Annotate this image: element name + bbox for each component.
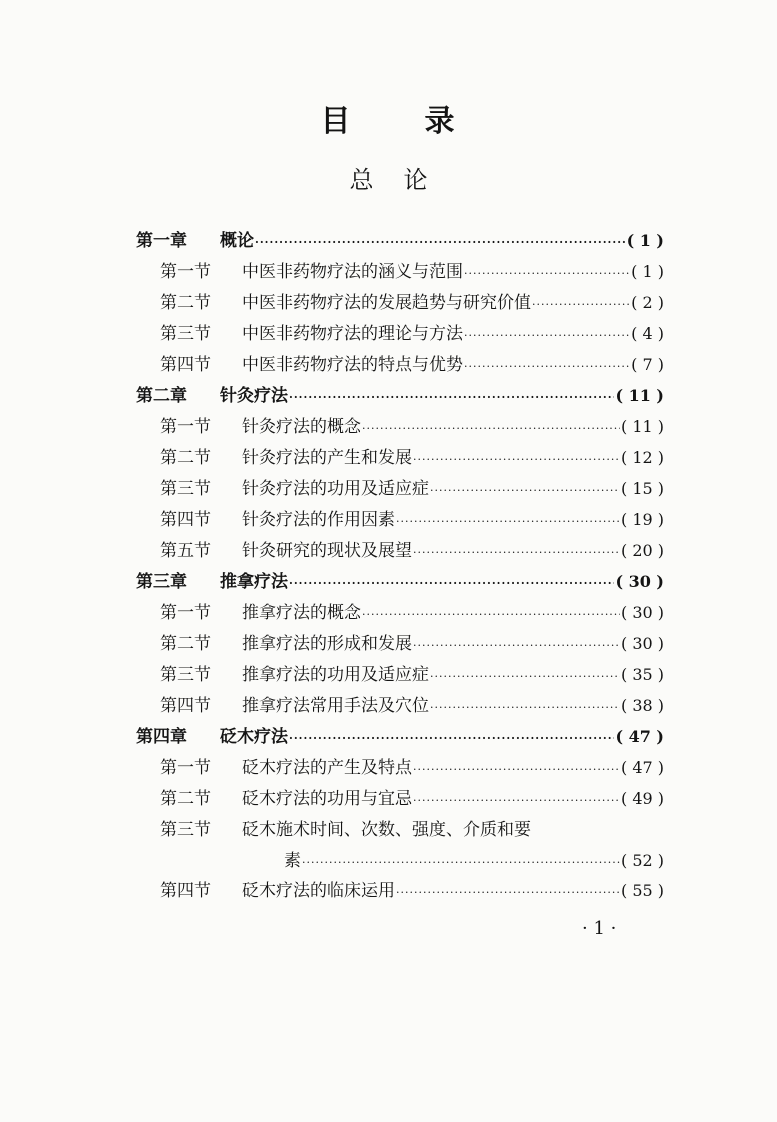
toc-number: 第四节 bbox=[160, 355, 211, 375]
toc-page-number: ( 38 ) bbox=[620, 696, 664, 715]
toc-section-row bbox=[136, 753, 664, 784]
toc-title: 砭木疗法的产生及特点 bbox=[242, 758, 412, 778]
toc-title: 素 bbox=[284, 851, 301, 871]
toc-section-row bbox=[136, 660, 664, 691]
toc-title: 针灸疗法的功用及适应症 bbox=[242, 479, 429, 499]
toc-leader-dots bbox=[289, 733, 614, 744]
toc-number: 第一节 bbox=[160, 603, 211, 623]
toc-title: 推拿疗法的形成和发展 bbox=[242, 634, 412, 654]
toc-page-number: ( 55 ) bbox=[620, 881, 664, 900]
toc-section-row bbox=[136, 505, 664, 536]
toc-number: 第四节 bbox=[160, 510, 211, 530]
subtitle-char-1: 总 bbox=[349, 166, 374, 194]
toc-section-row bbox=[136, 876, 664, 907]
toc-page-number: ( 1 ) bbox=[631, 262, 664, 281]
toc-title: 推拿疗法的功用及适应症 bbox=[242, 665, 429, 685]
toc-title: 中医非药物疗法的涵义与范围 bbox=[242, 262, 463, 282]
toc-page-number: ( 7 ) bbox=[631, 355, 664, 374]
toc-page-number: ( 30 ) bbox=[620, 634, 664, 653]
toc-number: 第三节 bbox=[160, 665, 211, 685]
toc-leader-dots bbox=[302, 857, 620, 868]
toc-number: 第一节 bbox=[160, 262, 211, 282]
toc-leader-dots bbox=[413, 454, 620, 465]
toc-number: 第二节 bbox=[160, 293, 211, 313]
toc-number: 第五节 bbox=[160, 541, 211, 561]
toc-section-row bbox=[136, 815, 664, 846]
toc-section-row bbox=[136, 350, 664, 381]
toc-title: 中医非药物疗法的理论与方法 bbox=[242, 324, 463, 344]
toc-leader-dots bbox=[430, 702, 620, 713]
toc-page-number: ( 15 ) bbox=[620, 479, 664, 498]
toc-page-number: ( 30 ) bbox=[615, 572, 664, 591]
title-char-1: 目 bbox=[320, 104, 353, 139]
toc-page-number: ( 11 ) bbox=[620, 417, 664, 436]
section-heading bbox=[0, 160, 777, 195]
toc-title: 推拿疗法 bbox=[220, 572, 288, 592]
toc-page-number: ( 47 ) bbox=[620, 758, 664, 777]
toc-page-number: ( 12 ) bbox=[620, 448, 664, 467]
toc-title: 针灸疗法的产生和发展 bbox=[242, 448, 412, 468]
toc-number: 第四节 bbox=[160, 881, 211, 901]
toc-leader-dots bbox=[464, 361, 630, 372]
toc-leader-dots bbox=[255, 237, 626, 248]
toc-title: 中医非药物疗法的发展趋势与研究价值 bbox=[242, 293, 531, 313]
toc-leader-dots bbox=[362, 423, 620, 434]
toc-section-row bbox=[136, 443, 664, 474]
toc-page-number: ( 49 ) bbox=[620, 789, 664, 808]
page-number: · 1 · bbox=[582, 918, 617, 939]
toc-page-number: ( 47 ) bbox=[615, 727, 664, 746]
toc-leader-dots bbox=[430, 671, 620, 682]
toc-leader-dots bbox=[464, 268, 630, 279]
toc-number: 第一节 bbox=[160, 417, 211, 437]
toc-page-number: ( 19 ) bbox=[620, 510, 664, 529]
toc-section-row bbox=[136, 319, 664, 350]
toc-page-number: ( 2 ) bbox=[631, 293, 664, 312]
toc-leader-dots bbox=[464, 330, 630, 341]
toc-leader-dots bbox=[396, 887, 620, 898]
toc-section-row bbox=[136, 598, 664, 629]
toc-title: 针灸研究的现状及展望 bbox=[242, 541, 412, 561]
toc-leader-dots bbox=[532, 299, 630, 310]
toc-section-row bbox=[136, 691, 664, 722]
toc-title: 概论 bbox=[220, 231, 254, 251]
toc-title: 针灸疗法的概念 bbox=[242, 417, 361, 437]
toc-leader-dots bbox=[413, 795, 620, 806]
toc-number: 第四节 bbox=[160, 696, 211, 716]
title-char-2: 录 bbox=[424, 104, 457, 139]
table-of-contents bbox=[136, 226, 664, 907]
toc-number: 第二节 bbox=[160, 634, 211, 654]
toc-section-row bbox=[136, 536, 664, 567]
toc-section-row bbox=[136, 474, 664, 505]
toc-leader-dots bbox=[430, 485, 620, 496]
toc-page-number: ( 1 ) bbox=[626, 231, 664, 250]
page-title bbox=[0, 96, 777, 140]
toc-title: 砭木疗法的临床运用 bbox=[242, 881, 395, 901]
toc-section-row bbox=[136, 257, 664, 288]
toc-leader-dots bbox=[413, 764, 620, 775]
toc-number: 第四章 bbox=[136, 727, 187, 747]
toc-chapter-row bbox=[136, 722, 664, 753]
toc-leader-dots bbox=[362, 609, 620, 620]
toc-number: 第一节 bbox=[160, 758, 211, 778]
toc-number: 第三章 bbox=[136, 572, 187, 592]
toc-title: 推拿疗法常用手法及穴位 bbox=[242, 696, 429, 716]
toc-number: 第一章 bbox=[136, 231, 187, 251]
toc-number: 第三节 bbox=[160, 820, 211, 840]
toc-title: 砭木疗法 bbox=[220, 727, 288, 747]
toc-number: 第三节 bbox=[160, 324, 211, 344]
toc-title: 推拿疗法的概念 bbox=[242, 603, 361, 623]
toc-leader-dots bbox=[413, 547, 620, 558]
toc-page-number: ( 52 ) bbox=[620, 851, 664, 870]
toc-title: 中医非药物疗法的特点与优势 bbox=[242, 355, 463, 375]
toc-number: 第二节 bbox=[160, 789, 211, 809]
toc-section-row bbox=[136, 784, 664, 815]
toc-section-row bbox=[136, 629, 664, 660]
toc-title: 针灸疗法 bbox=[220, 386, 288, 406]
toc-title: 砭木疗法的功用与宜忌 bbox=[242, 789, 412, 809]
toc-leader-dots bbox=[413, 640, 620, 651]
subtitle-char-2: 论 bbox=[403, 166, 428, 194]
toc-leader-dots bbox=[289, 578, 614, 589]
toc-page-number: ( 30 ) bbox=[620, 603, 664, 622]
toc-section-row bbox=[136, 412, 664, 443]
toc-title: 针灸疗法的作用因素 bbox=[242, 510, 395, 530]
toc-chapter-row bbox=[136, 567, 664, 598]
toc-leader-dots bbox=[289, 392, 614, 403]
toc-number: 第三节 bbox=[160, 479, 211, 499]
toc-page-number: ( 35 ) bbox=[620, 665, 664, 684]
toc-section-row bbox=[136, 846, 664, 876]
toc-page-number: ( 11 ) bbox=[615, 386, 664, 405]
toc-chapter-row bbox=[136, 381, 664, 412]
toc-number: 第二节 bbox=[160, 448, 211, 468]
toc-page-number: ( 4 ) bbox=[631, 324, 664, 343]
toc-number: 第二章 bbox=[136, 386, 187, 406]
toc-chapter-row bbox=[136, 226, 664, 257]
toc-page-number: ( 20 ) bbox=[620, 541, 664, 560]
toc-section-row bbox=[136, 288, 664, 319]
toc-leader-dots bbox=[396, 516, 620, 527]
toc-title: 砭木施术时间、次数、强度、介质和要 bbox=[242, 820, 531, 840]
